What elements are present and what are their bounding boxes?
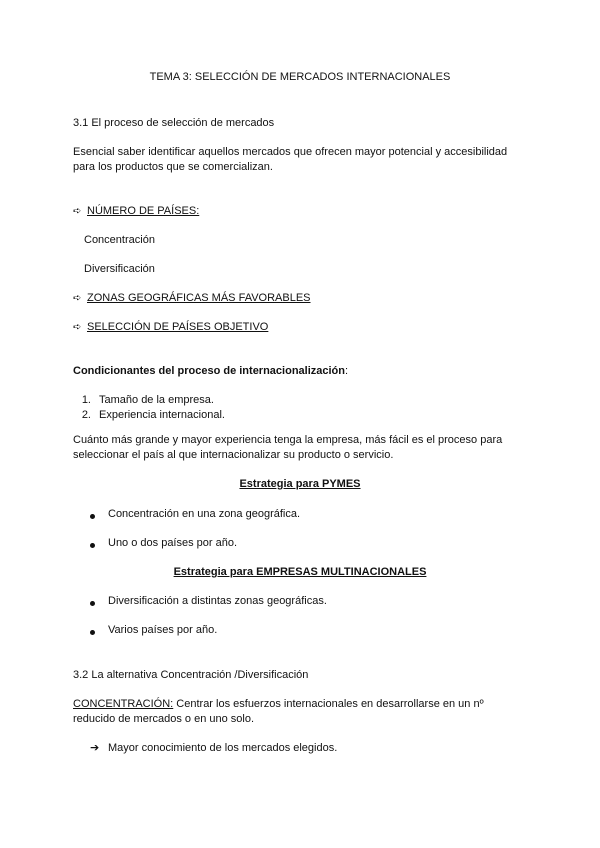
conditions-paragraph-line-2: seleccionar el país al que internacionalizar su producto o servicio. — [73, 449, 394, 461]
criteria-item-numero-paises — [73, 204, 199, 219]
sub-option-concentracion: Concentración — [84, 234, 155, 246]
conditions-heading — [73, 364, 348, 379]
list-text: Experiencia internacional. — [99, 409, 225, 421]
conditions-list-item — [73, 408, 225, 423]
advantage-item — [90, 741, 337, 756]
criteria-label: ZONAS GEOGRÁFICAS MÁS FAVORABLES — [87, 292, 311, 304]
pointer-icon: ➪ — [73, 293, 82, 304]
intro-paragraph-line-1: Esencial saber identificar aquellos mercados que ofrecen mayor potencial y accesibilidad — [73, 146, 508, 158]
conditions-paragraph-line-1: Cuánto más grande y mayor experiencia tenga la empresa, más fácil es el proceso para — [73, 434, 503, 446]
bullet-dot-icon — [90, 538, 98, 546]
section-heading-3-2: 3.2 La alternativa Concentración /Diversificación — [73, 669, 309, 681]
list-text: Varios países por año. — [108, 624, 218, 636]
section-heading-3-1: 3.1 El proceso de selección de mercados — [73, 117, 275, 129]
concentration-paragraph-line-1 — [73, 697, 484, 712]
concentration-paragraph-line-2: reducido de mercados o en uno solo. — [73, 713, 255, 725]
pointer-icon: ➪ — [73, 322, 82, 333]
list-text: Tamaño de la empresa. — [99, 394, 214, 406]
pymes-list-item — [90, 507, 300, 522]
multi-list-item — [90, 623, 217, 638]
page-title: TEMA 3: SELECCIÓN DE MERCADOS INTERNACIONALES — [149, 71, 451, 83]
criteria-label: SELECCIÓN DE PAÍSES OBJETIVO — [87, 321, 269, 333]
pymes-strategy-heading: Estrategia para PYMES — [239, 478, 361, 490]
list-text: Concentración en una zona geográfica. — [108, 508, 301, 520]
sub-option-diversificacion: Diversificación — [84, 263, 155, 275]
bullet-dot-icon — [90, 625, 98, 633]
pymes-list-item — [90, 536, 237, 551]
criteria-item-zonas-geograficas — [73, 291, 311, 306]
bullet-dot-icon — [90, 596, 98, 604]
conditions-heading-text: Condicionantes del proceso de internacionalización — [73, 365, 345, 377]
list-number: 1. — [81, 394, 91, 406]
list-number: 2. — [81, 409, 91, 421]
multi-list-item — [90, 594, 327, 609]
conditions-heading-colon: : — [345, 365, 349, 377]
list-text: Uno o dos países por año. — [108, 537, 238, 549]
arrow-right-icon: ➔ — [90, 742, 100, 754]
conditions-list-item — [73, 393, 214, 408]
pointer-icon: ➪ — [73, 206, 82, 217]
list-text: Diversificación a distintas zonas geográficas. — [108, 595, 327, 607]
criteria-label: NÚMERO DE PAÍSES: — [87, 205, 200, 217]
criteria-item-seleccion-paises — [73, 320, 268, 335]
concentration-text: Centrar los esfuerzos internacionales en desarrollarse en un nº — [173, 698, 484, 710]
bullet-dot-icon — [90, 509, 98, 517]
advantage-text: Mayor conocimiento de los mercados elegidos. — [108, 742, 338, 754]
multinacionales-strategy-heading: Estrategia para EMPRESAS MULTINACIONALES — [173, 566, 427, 578]
intro-paragraph-line-2: para los productos que se comercializan. — [73, 161, 273, 173]
concentration-label: CONCENTRACIÓN: — [73, 698, 174, 710]
